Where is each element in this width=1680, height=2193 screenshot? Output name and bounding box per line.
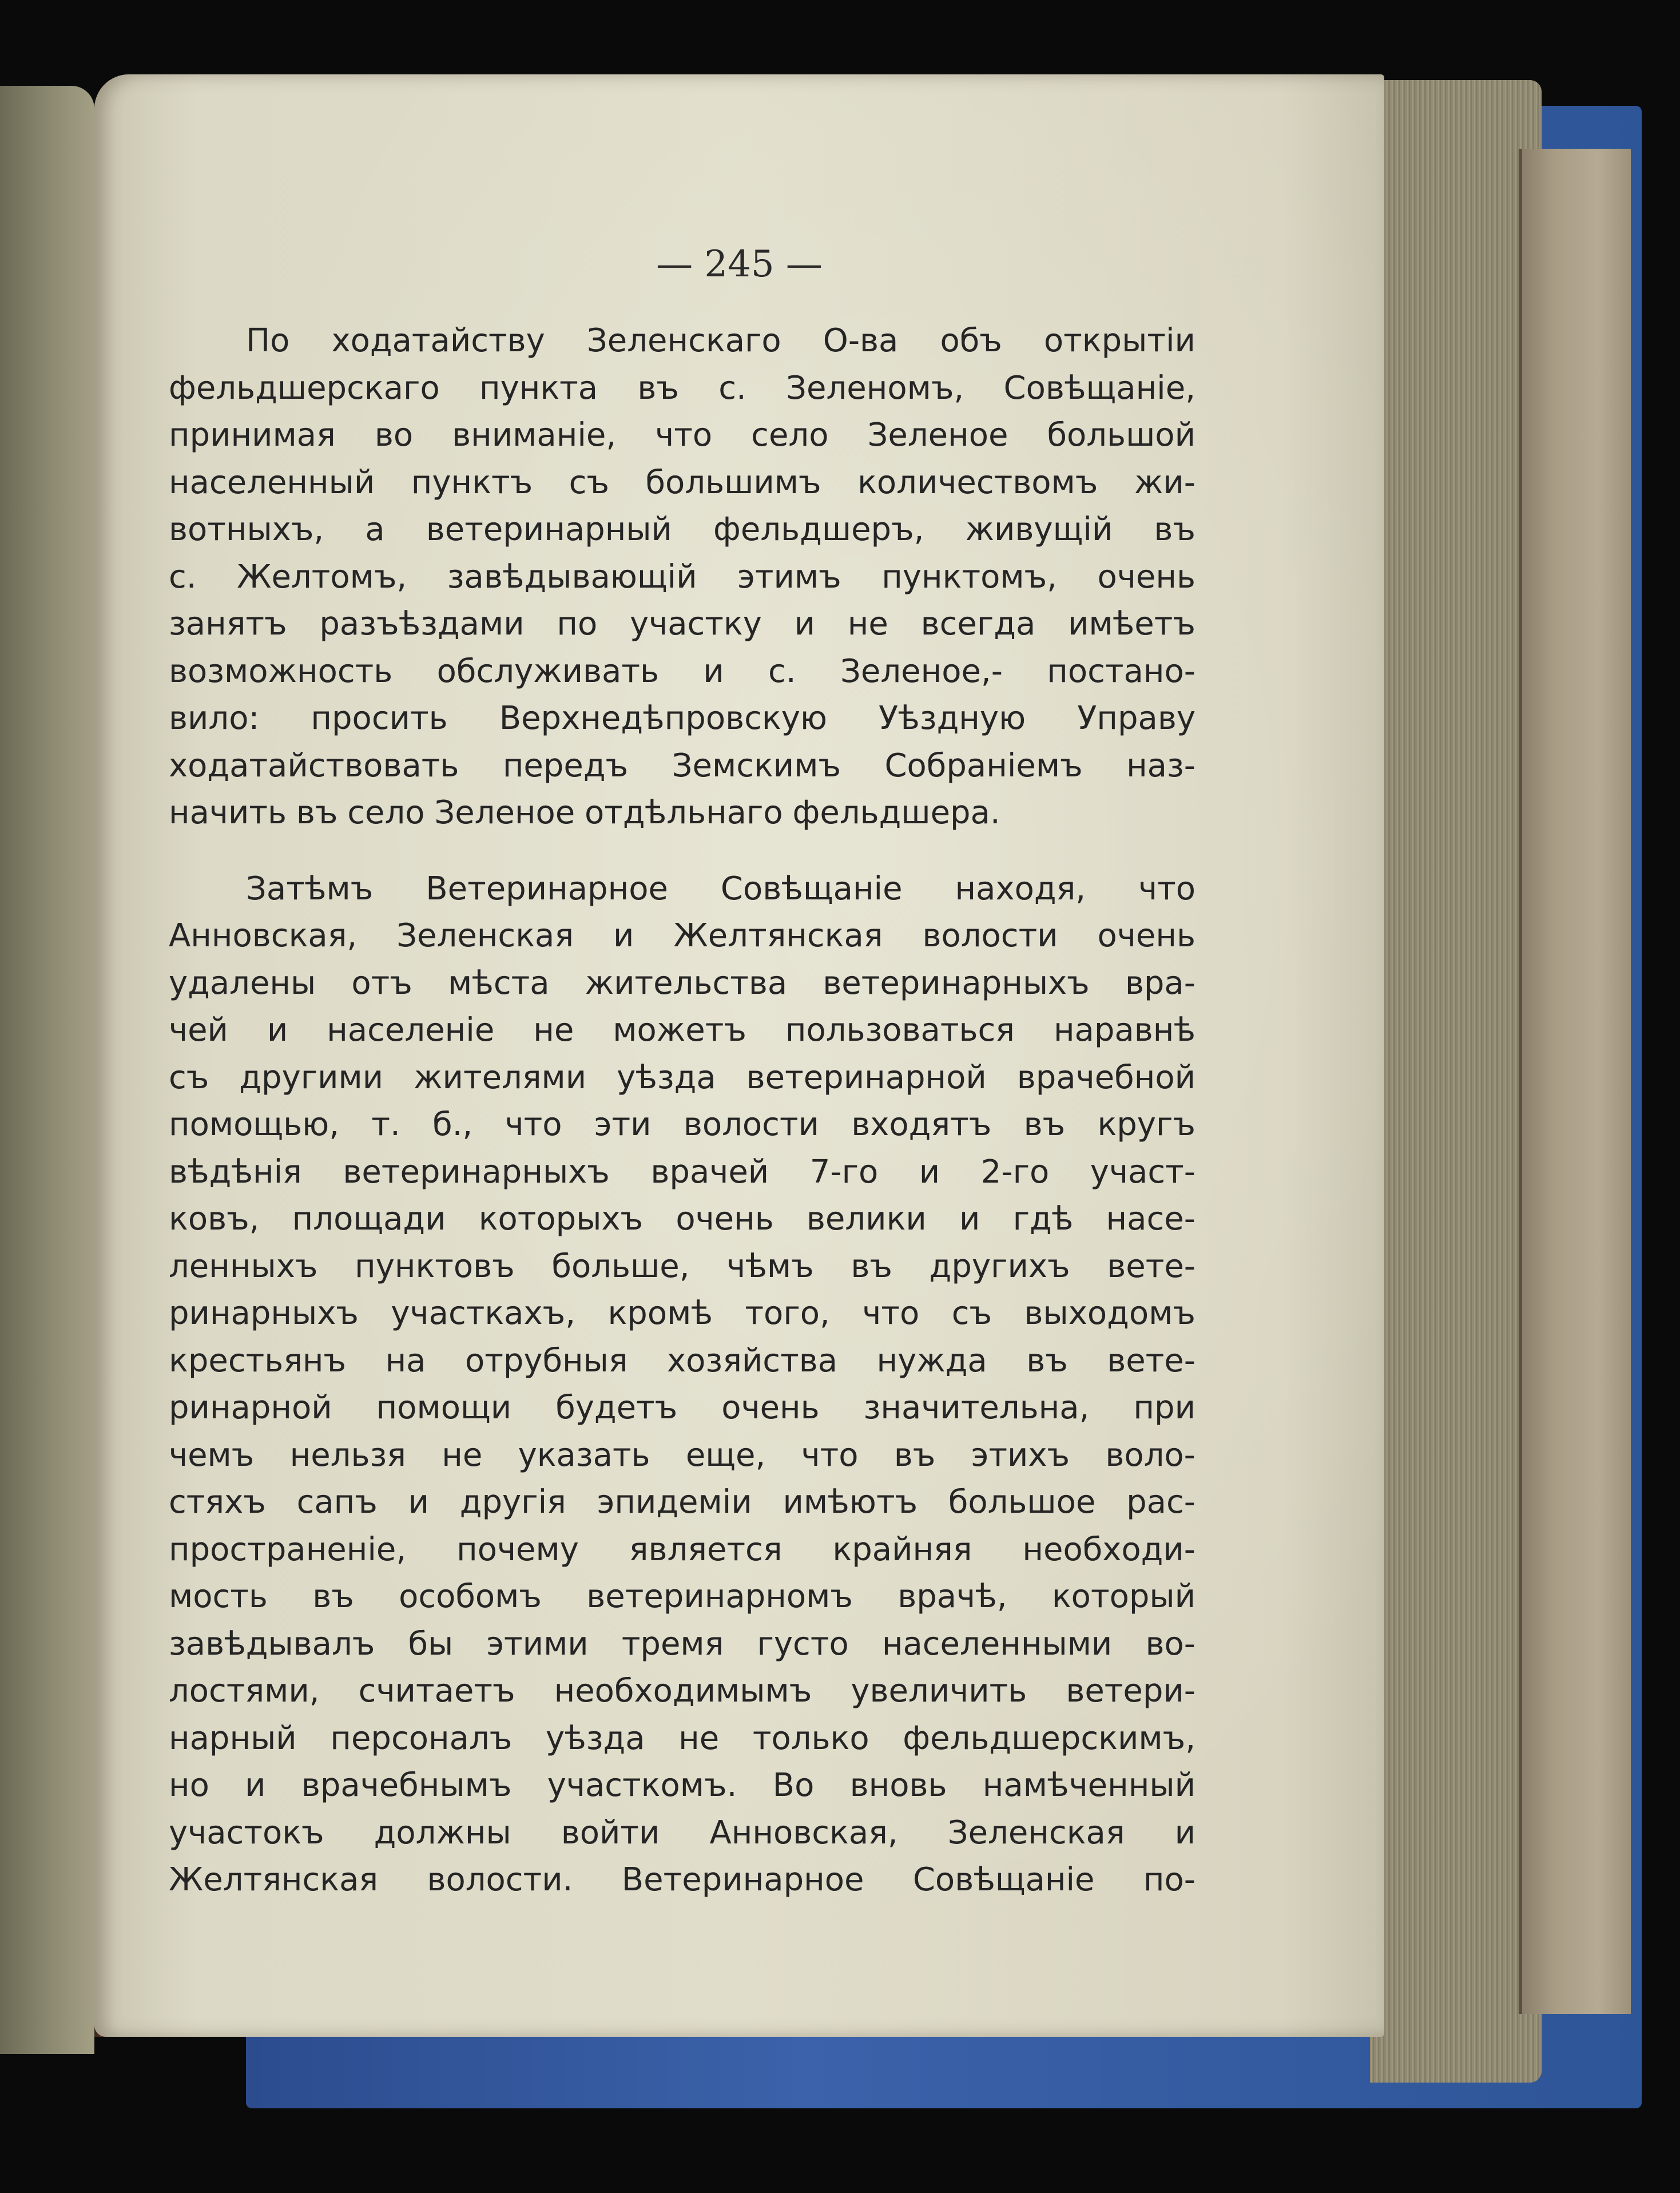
text-line: ходатайствовать передъ Земскимъ Собраніемъ наз- bbox=[169, 747, 1196, 784]
endpaper bbox=[1519, 149, 1631, 2014]
text-line: чей и населеніе не можетъ пользоваться наравнѣ bbox=[169, 1012, 1196, 1049]
text-line: возможность обслуживать и с. Зеленое,- постано- bbox=[169, 652, 1196, 690]
text-line: пространеніе, почему является крайняя необходи- bbox=[169, 1530, 1196, 1568]
paragraph bbox=[169, 318, 1196, 837]
text-line: вотныхъ, а ветеринарный фельдшеръ, живущій въ bbox=[169, 511, 1196, 548]
text-line: крестьянъ на отрубныя хозяйства нужда въ вете- bbox=[169, 1342, 1196, 1379]
text-line: населенный пунктъ съ большимъ количествомъ жи- bbox=[169, 463, 1196, 501]
text-line: с. Желтомъ, завѣдывающій этимъ пунктомъ, очень bbox=[169, 558, 1196, 596]
text-line: Анновская, Зеленская и Желтянская волости очень bbox=[169, 917, 1196, 954]
text-line: ринарныхъ участкахъ, кромѣ того, что съ выходомъ bbox=[169, 1295, 1196, 1332]
paragraph bbox=[169, 866, 1196, 1904]
text-line: участокъ должны войти Анновская, Зеленская и bbox=[169, 1814, 1196, 1851]
text-line: ринарной помощи будетъ очень значительна, при bbox=[169, 1389, 1196, 1426]
text-line: Желтянская волости. Ветеринарное Совѣщаніе по- bbox=[169, 1861, 1196, 1898]
text-line: съ другими жителями уѣзда ветеринарной врачебной bbox=[169, 1058, 1196, 1096]
page-number: — 245 — bbox=[656, 243, 823, 285]
text-line: завѣдывалъ бы этими тремя густо населенными во- bbox=[169, 1625, 1196, 1663]
book-page bbox=[94, 74, 1384, 2037]
text-line: стяхъ сапъ и другія эпидеміи имѣютъ большое рас- bbox=[169, 1484, 1196, 1521]
text-line: лостями, считаетъ необходимымъ увеличить ветери- bbox=[169, 1672, 1196, 1710]
text-line: По ходатайству Зеленскаго О-ва объ открытіи bbox=[246, 322, 1196, 359]
text-line: Затѣмъ Ветеринарное Совѣщаніе находя, что bbox=[246, 870, 1196, 907]
text-line: принимая во вниманіе, что село Зеленое большой bbox=[169, 417, 1196, 454]
text-line: вило: просить Верхнедѣпровскую Уѣздную Управу bbox=[169, 700, 1196, 737]
text-line: удалены отъ мѣста жительства ветеринарныхъ вра- bbox=[169, 964, 1196, 1002]
text-line: помощью, т. б., что эти волости входятъ въ кругъ bbox=[169, 1106, 1196, 1143]
text-line: мость въ особомъ ветеринарномъ врачѣ, который bbox=[169, 1578, 1196, 1615]
page-text bbox=[169, 318, 1196, 1904]
text-line: фельдшерскаго пункта въ с. Зеленомъ, Совѣщаніе, bbox=[169, 369, 1196, 407]
text-line: но и врачебнымъ участкомъ. Во вновь намѣченный bbox=[169, 1767, 1196, 1804]
previous-page-edge bbox=[0, 86, 94, 2054]
text-line: занятъ разъѣздами по участку и не всегда имѣетъ bbox=[169, 605, 1196, 643]
text-line: начить въ село Зеленое отдѣльнаго фельдшера. bbox=[169, 794, 1000, 831]
page-block-edges bbox=[1370, 80, 1542, 2083]
text-line: ленныхъ пунктовъ больше, чѣмъ въ другихъ вете- bbox=[169, 1247, 1196, 1285]
text-line: чемъ нельзя не указать еще, что въ этихъ воло- bbox=[169, 1436, 1196, 1474]
text-line: вѣдѣнія ветеринарныхъ врачей 7-го и 2-го участ- bbox=[169, 1153, 1196, 1191]
text-line: нарный персоналъ уѣзда не только фельдшерскимъ, bbox=[169, 1719, 1196, 1757]
paragraph-gap bbox=[169, 837, 1196, 866]
text-line: ковъ, площади которыхъ очень велики и гдѣ насе- bbox=[169, 1200, 1196, 1238]
